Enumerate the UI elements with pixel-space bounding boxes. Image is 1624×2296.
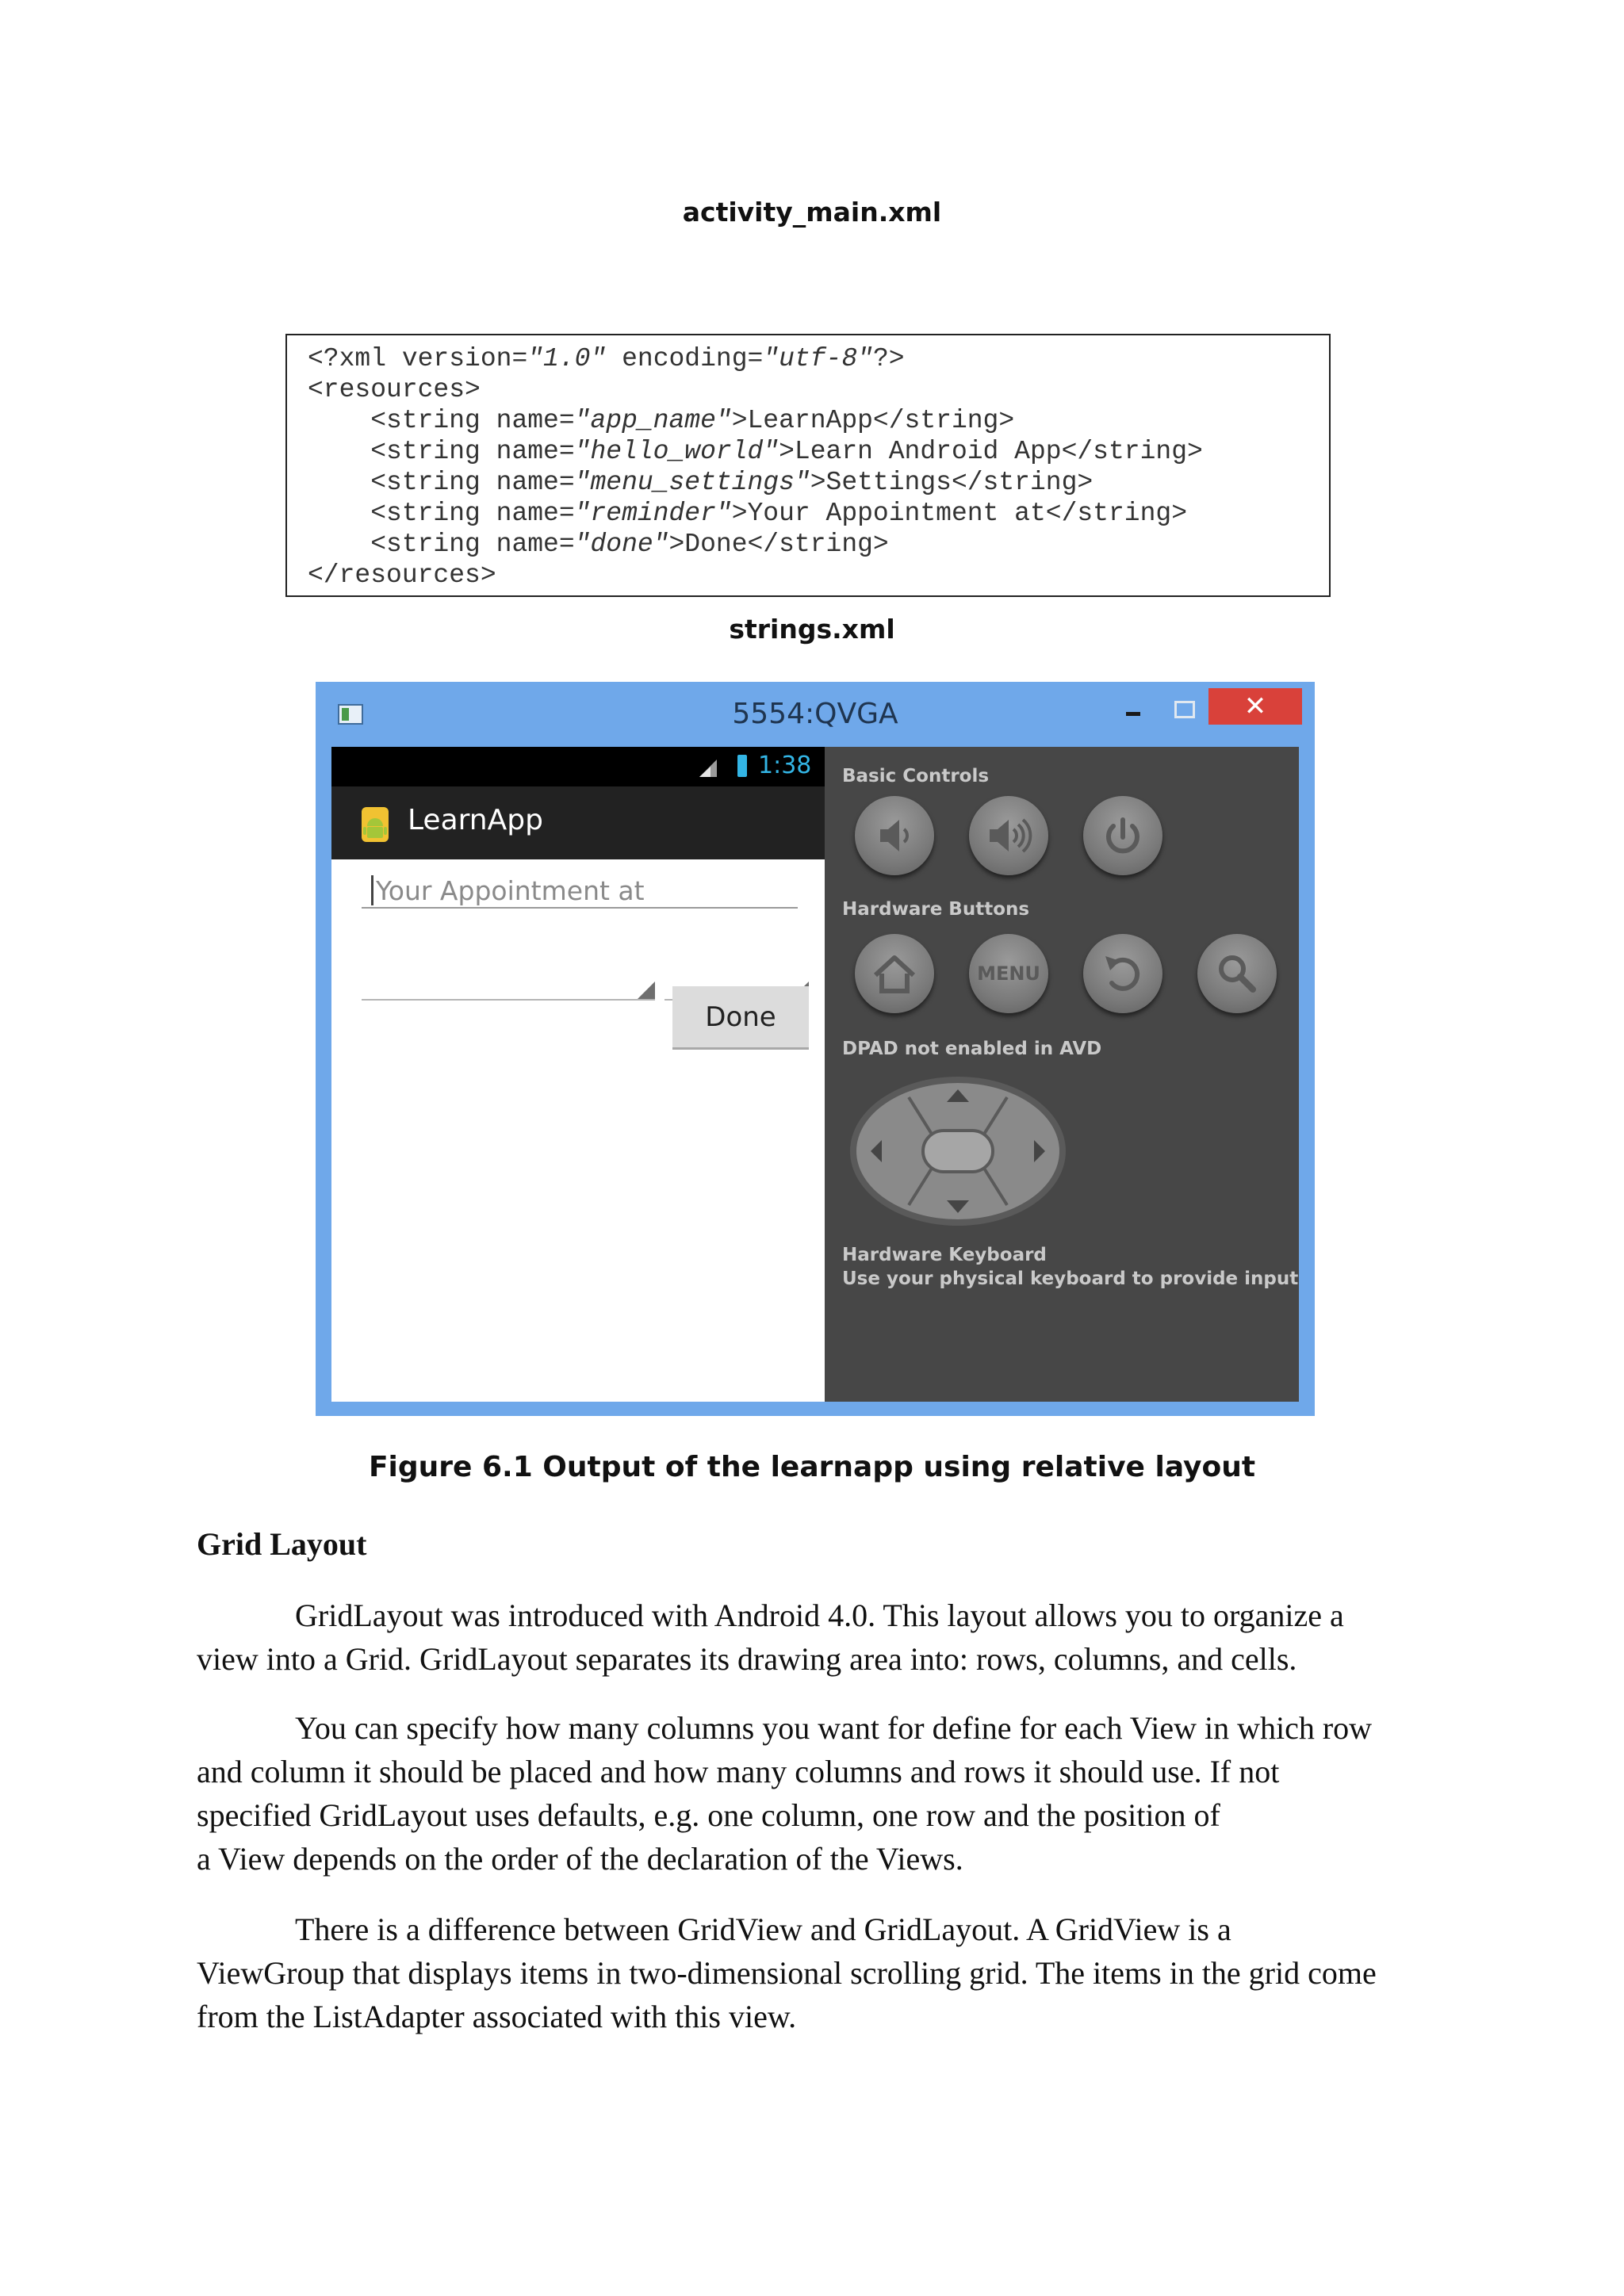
code-token: "reminder" [574, 499, 732, 528]
paragraph-line: and column it should be placed and how many columns and rows it should use. If not [197, 1754, 1280, 1789]
paragraph-line: GridLayout was introduced with Android 4.0. This layout allows you to organize a [295, 1598, 1344, 1633]
menu-button-label: MENU [977, 962, 1040, 985]
emulator-window [316, 682, 1315, 1416]
android-icon [354, 802, 396, 845]
status-time: 1:38 [758, 752, 812, 779]
code-token: <string name= [308, 530, 575, 559]
code-token: <string name= [308, 437, 575, 466]
code-token: <string name= [308, 499, 575, 528]
code-token: ?> [872, 344, 905, 373]
back-icon [1083, 934, 1162, 1013]
home-button[interactable] [855, 934, 934, 1013]
code-token: >Done</string> [668, 530, 889, 559]
caption-strings: strings.xml [729, 614, 895, 645]
emulator-controls-panel [825, 747, 1299, 1402]
hardware-keyboard-hint: Use your physical keyboard to provide input [842, 1269, 1299, 1289]
reminder-input-hint: Your Appointment at [376, 875, 645, 906]
text-cursor [371, 875, 373, 905]
done-button[interactable]: Done [672, 986, 809, 1050]
section-heading: Grid Layout [197, 1526, 367, 1562]
paragraph-line: view into a Grid. GridLayout separates its drawing area into: rows, columns, and cells. [197, 1641, 1297, 1677]
power-button[interactable] [1083, 796, 1162, 875]
code-token: <string name= [308, 468, 575, 497]
code-line-1 [308, 343, 1329, 374]
battery-icon [737, 755, 747, 777]
code-line-6 [308, 498, 1329, 529]
paragraph-line: You can specify how many columns you want for define for each View in which row [295, 1710, 1373, 1746]
action-bar [331, 786, 825, 859]
code-token: "menu_settings" [574, 468, 810, 497]
dpad-label: DPAD not enabled in AVD [842, 1039, 1102, 1059]
volume-up-icon [969, 796, 1048, 875]
paragraph-1 [197, 1594, 1434, 1681]
code-token: <?xml version= [308, 344, 528, 373]
reminder-input[interactable] [362, 867, 798, 909]
search-icon [1197, 934, 1277, 1013]
code-token: >Settings</string> [810, 468, 1094, 497]
code-token: "1.0" [527, 344, 607, 373]
figure-caption: Figure 6.1 Output of the learnapp using relative layout [368, 1451, 1256, 1483]
code-line-7 [308, 529, 1329, 560]
code-line-8: </resources> [308, 561, 496, 590]
status-bar [331, 747, 825, 786]
date-spinner[interactable] [362, 977, 655, 1001]
minimize-icon[interactable] [1116, 695, 1148, 726]
code-line-2: <resources> [308, 375, 481, 404]
code-token: >LearnApp</string> [731, 406, 1015, 435]
signal-icon [698, 756, 718, 779]
code-token: <string name= [308, 406, 575, 435]
code-token: encoding= [606, 344, 764, 373]
paragraph-line: There is a difference between GridView and GridLayout. A GridView is a [295, 1911, 1231, 1947]
paragraph-line: specified GridLayout uses defaults, e.g. one column, one row and the position of [197, 1797, 1220, 1833]
code-token: "utf-8" [763, 344, 873, 373]
spinner-arrow-icon [638, 982, 655, 999]
back-button[interactable] [1083, 934, 1162, 1013]
basic-controls-label: Basic Controls [842, 766, 990, 786]
paragraph-line: from the ListAdapter associated with this view. [197, 1999, 797, 2034]
code-token: "app_name" [574, 406, 732, 435]
code-line-3 [308, 405, 1329, 436]
dpad-control[interactable] [847, 1073, 1069, 1229]
paragraph-line: ViewGroup that displays items in two-dimensional scrolling grid. The items in the grid come [197, 1955, 1377, 1991]
code-listing [285, 334, 1331, 597]
home-icon [855, 934, 934, 1013]
volume-down-button[interactable] [855, 796, 934, 875]
code-token: "done" [574, 530, 669, 559]
paragraph-line: a View depends on the order of the declaration of the Views. [197, 1841, 963, 1877]
power-icon [1083, 796, 1162, 875]
code-token: "hello_world" [574, 437, 779, 466]
code-token: >Learn Android App</string> [779, 437, 1203, 466]
maximize-icon[interactable] [1168, 695, 1200, 726]
volume-up-button[interactable] [969, 796, 1048, 875]
volume-down-icon [855, 796, 934, 875]
caption-activity-main: activity_main.xml [682, 197, 942, 228]
phone-screen [331, 747, 825, 1402]
hardware-buttons-label: Hardware Buttons [842, 899, 1030, 920]
paragraph-3 [197, 1908, 1434, 2038]
menu-button[interactable] [969, 934, 1048, 1013]
search-button[interactable] [1197, 934, 1277, 1013]
hardware-keyboard-label: Hardware Keyboard [842, 1245, 1047, 1265]
code-line-5 [308, 467, 1329, 498]
app-title: LearnApp [408, 804, 543, 836]
code-token: >Your Appointment at</string> [731, 499, 1187, 528]
close-button[interactable]: ✕ [1208, 688, 1302, 725]
code-line-4 [308, 436, 1329, 467]
paragraph-2 [197, 1706, 1434, 1881]
emulator-title: 5554:QVGA [732, 698, 898, 730]
